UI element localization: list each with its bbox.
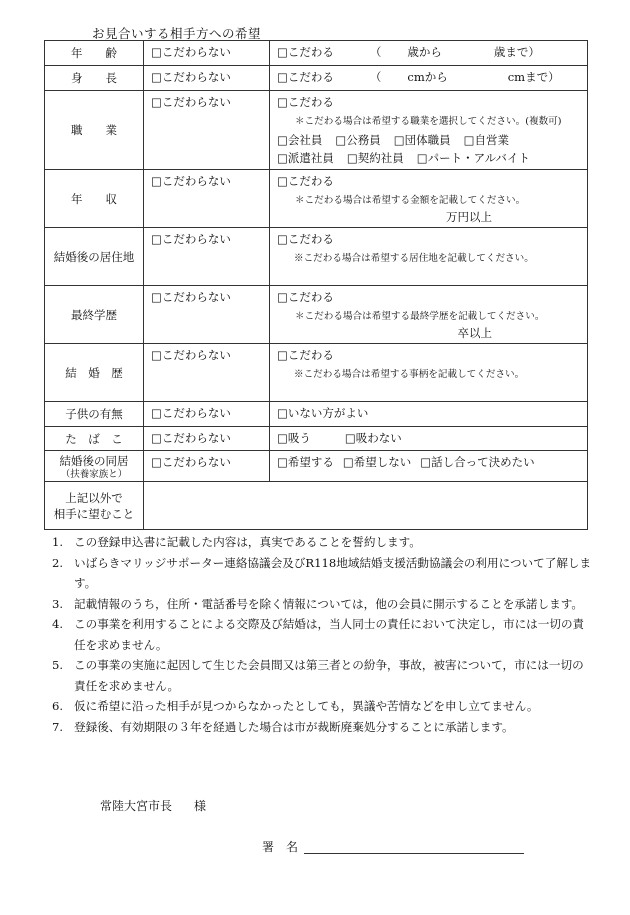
checkbox-marital-pref[interactable]: □こだわる <box>277 348 334 362</box>
checkbox-company-employee[interactable]: □会社員 <box>277 133 323 147</box>
checkbox-cohabit-yes[interactable]: □希望する <box>277 455 334 469</box>
checkbox-contract-staff[interactable]: □契約社員 <box>346 151 404 165</box>
checkbox-marital-any[interactable]: □こだわらない <box>144 344 270 402</box>
term-item: 6. 仮に希望に沿った相手が見つからなかったとしても，異議や苦情などを申し立てません。 <box>52 699 539 713</box>
income-note: ＊こだわる場合は希望する金額を記載してください。 <box>295 195 526 206</box>
occupation-options <box>277 131 587 167</box>
signature-label: 署 名 <box>262 840 299 854</box>
row-smoking <box>45 427 588 451</box>
occupation-note: ＊こだわる場合は希望する職業を選択してください。(複数可) <box>295 116 562 127</box>
age-paren: （ <box>369 45 382 59</box>
row-occupation <box>45 91 588 170</box>
checkbox-height-any[interactable]: □こだわらない <box>144 66 270 91</box>
checkbox-age-pref[interactable]: □こだわる <box>277 45 334 59</box>
label-other-line2: 相手に望むこと <box>53 506 135 521</box>
label-cohabit <box>45 451 144 482</box>
checkbox-part-time[interactable]: □パート・アルバイト <box>416 151 530 165</box>
term-item: 7. 登録後、有効期限の３年を経過した場合は市が裁断廃棄処分することに承諾します。 <box>52 719 514 734</box>
row-height <box>45 66 588 91</box>
label-residence: 結婚後の居住地 <box>45 228 144 286</box>
checkbox-non-smoker[interactable]: □吸わない <box>344 431 402 445</box>
term-item: 2. いばらきマリッジサポーター連絡協議会及びR118地域結婚支援活動協議会の利用について了解します。 <box>52 555 592 590</box>
label-cohabit-main: 結婚後の同居 <box>59 454 129 468</box>
preference-table <box>44 40 588 530</box>
label-income: 年 収 <box>45 170 144 228</box>
age-from-field[interactable]: 歳から <box>407 45 442 59</box>
label-height: 身 長 <box>45 66 144 91</box>
marital-note: ※こだわる場合は希望する事柄を記載してください。 <box>294 369 525 380</box>
row-cohabit <box>45 451 588 482</box>
checkbox-education-any[interactable]: □こだわらない <box>144 286 270 344</box>
education-field[interactable]: 卒以上 <box>457 326 492 340</box>
addressee <box>100 797 206 814</box>
checkbox-smoking-any[interactable]: □こだわらない <box>144 427 270 451</box>
age-to-field[interactable]: 歳まで） <box>493 45 540 59</box>
checkbox-income-pref[interactable]: □こだわる <box>277 174 334 188</box>
row-marital <box>45 344 588 402</box>
label-education: 最終学歴 <box>45 286 144 344</box>
checkbox-self-employed[interactable]: □自営業 <box>463 133 509 147</box>
education-note: ＊こだわる場合は希望する最終学歴を記載してください。 <box>295 311 545 322</box>
label-other <box>45 482 144 530</box>
section-title: お見合いする相手方への希望 <box>92 26 262 41</box>
label-cohabit-sub: （扶養家族と） <box>60 469 128 480</box>
height-paren: （ <box>369 70 382 84</box>
label-other-line1: 上記以外で <box>65 490 123 505</box>
checkbox-civil-servant[interactable]: □公務員 <box>335 133 381 147</box>
signature-block <box>262 838 298 855</box>
checkbox-cohabit-no[interactable]: □希望しない <box>342 455 412 469</box>
checkbox-residence-pref[interactable]: □こだわる <box>277 232 334 246</box>
signature-field[interactable] <box>304 853 524 854</box>
label-occupation: 職 業 <box>45 91 144 170</box>
term-item: 4. この事業を利用することによる交際及び結婚は，当人同士の責任において決定し，市には一切の責任を求めません。 <box>52 617 585 652</box>
checkbox-residence-any[interactable]: □こだわらない <box>144 228 270 286</box>
label-marital: 結 婚 歴 <box>45 344 144 402</box>
checkbox-cohabit-discuss[interactable]: □話し合って決めたい <box>420 455 535 469</box>
checkbox-occupation-any[interactable]: □こだわらない <box>144 91 270 170</box>
checkbox-children-any[interactable]: □こだわらない <box>144 402 270 427</box>
other-wishes-field[interactable] <box>144 482 588 530</box>
checkbox-education-pref[interactable]: □こだわる <box>277 290 334 304</box>
term-item: 1. この登録申込書に記載した内容は，真実であることを誓約します。 <box>52 535 421 549</box>
addressee-name: 常陸大宮市長 <box>100 799 173 813</box>
checkbox-organization-staff[interactable]: □団体職員 <box>393 133 451 147</box>
height-from-field[interactable]: cmから <box>407 70 448 84</box>
row-income <box>45 170 588 228</box>
height-to-field[interactable]: cmまで） <box>507 70 560 84</box>
checkbox-occupation-pref[interactable]: □こだわる <box>277 95 334 109</box>
checkbox-income-any[interactable]: □こだわらない <box>144 170 270 228</box>
label-smoking: た ば こ <box>45 427 144 451</box>
row-education <box>45 286 588 344</box>
label-age: 年 齢 <box>45 41 144 66</box>
checkbox-age-any[interactable]: □こだわらない <box>144 41 270 66</box>
addressee-suffix: 様 <box>194 799 207 813</box>
residence-note: ※こだわる場合は希望する居住地を記載してください。 <box>294 253 534 264</box>
checkbox-height-pref[interactable]: □こだわる <box>277 70 334 84</box>
checkbox-prefer-none[interactable]: □いない方がよい <box>277 406 369 420</box>
term-item: 3. 記載情報のうち，住所・電話番号を除く情報については，他の会員に開示することを承諾します。 <box>52 596 583 611</box>
checkbox-cohabit-any[interactable]: □こだわらない <box>144 451 270 482</box>
term-item: 5. この事業の実施に起因して生じた会員間又は第三者との紛争，事故，被害について，市には一切の責任を求めません。 <box>52 658 584 693</box>
row-residence <box>45 228 588 286</box>
row-age <box>45 41 588 66</box>
row-children <box>45 402 588 427</box>
income-amount-field[interactable]: 万円以上 <box>446 210 492 224</box>
row-other <box>45 482 588 530</box>
checkbox-temp-staff[interactable]: □派遣社員 <box>277 151 334 165</box>
label-children: 子供の有無 <box>45 402 144 427</box>
terms-list <box>52 532 592 737</box>
checkbox-smokes[interactable]: □吸う <box>277 431 311 445</box>
